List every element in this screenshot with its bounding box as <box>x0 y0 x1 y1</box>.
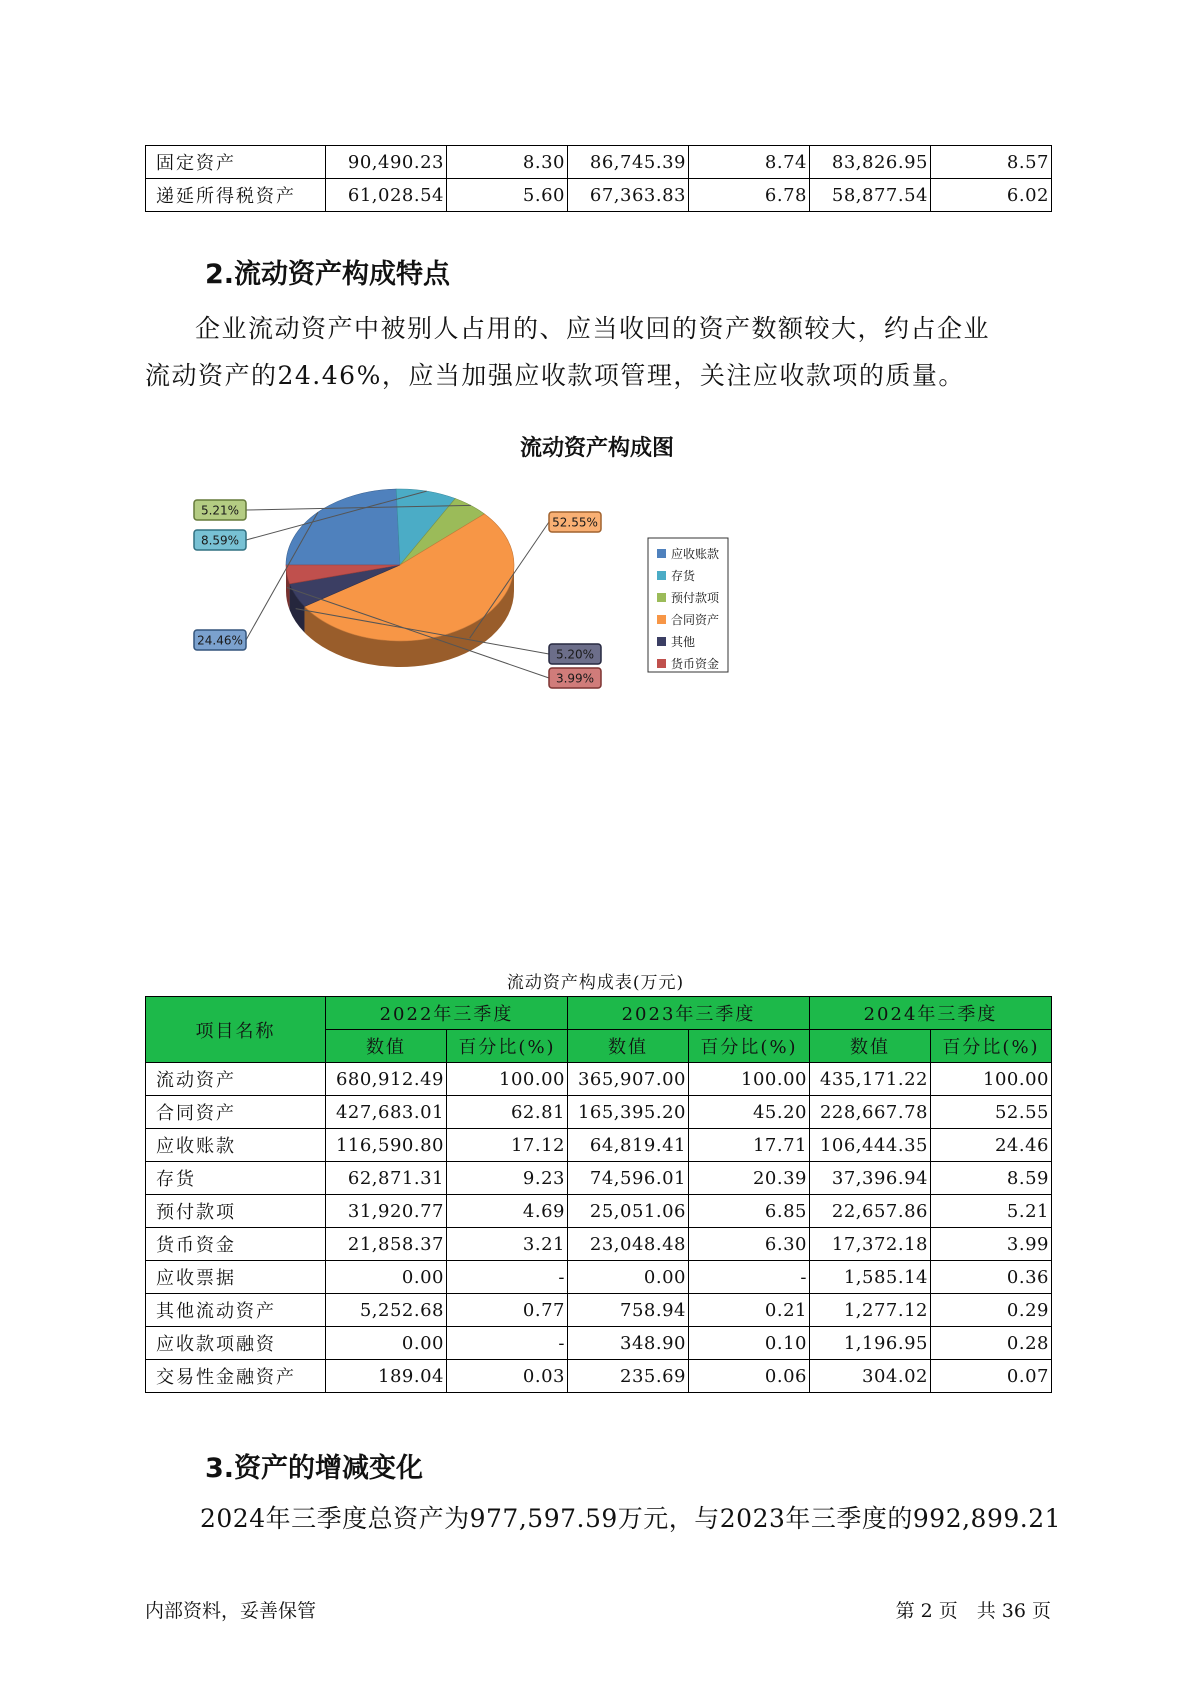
pie-slices <box>286 489 514 641</box>
section-3-heading: 3.资产的增减变化 <box>205 1453 424 1484</box>
legend-swatch-合同资产 <box>657 615 666 624</box>
cell-v2023: 86,745.39 <box>568 146 689 179</box>
cell-p2022: 9.23 <box>447 1162 568 1195</box>
cell-v2023: 235.69 <box>568 1360 689 1393</box>
cell-p2022: 0.03 <box>447 1360 568 1393</box>
table-row <box>146 1228 1052 1261</box>
legend-label-货币资金: 货币资金 <box>671 657 720 671</box>
cell-p2022: 62.81 <box>447 1096 568 1129</box>
header-pct-2024: 百分比(%) <box>931 1030 1052 1063</box>
header-value-2023: 数值 <box>568 1030 689 1063</box>
table-row <box>146 1129 1052 1162</box>
cell-p2023: 17.71 <box>689 1129 810 1162</box>
data-label-预付款项: 5.21% <box>200 503 240 518</box>
cell-v2023: 0.00 <box>568 1261 689 1294</box>
table-row <box>146 146 1052 179</box>
data-label-应收账款: 24.46% <box>197 633 243 648</box>
cell-v2024: 1,277.12 <box>810 1294 931 1327</box>
cell-p2023: 100.00 <box>689 1063 810 1096</box>
table-caption: 流动资产构成表(万元) <box>506 973 685 993</box>
cell-p2024: 24.46 <box>931 1129 1052 1162</box>
cell-v2024: 228,667.78 <box>810 1096 931 1129</box>
cell-v2024: 58,877.54 <box>810 179 931 212</box>
row-label: 交易性金融资产 <box>146 1360 326 1393</box>
table-row <box>146 1360 1052 1393</box>
legend-swatch-其他 <box>657 637 666 646</box>
row-label: 应收票据 <box>146 1261 326 1294</box>
section-2-paragraph-line-1: 企业流动资产中被别人占用的、应当收回的资产数额较大，约占企业 <box>195 314 991 343</box>
cell-p2022: - <box>447 1327 568 1360</box>
cell-v2022: 31,920.77 <box>326 1195 447 1228</box>
section-2-heading: 2.流动资产构成特点 <box>205 259 451 290</box>
cell-p2024: 0.29 <box>931 1294 1052 1327</box>
fixed-assets-table-body <box>146 146 1052 212</box>
table-row <box>146 179 1052 212</box>
cell-p2023: 0.06 <box>689 1360 810 1393</box>
header-value-2024: 数值 <box>810 1030 931 1063</box>
table-row <box>146 1327 1052 1360</box>
cell-v2023: 365,907.00 <box>568 1063 689 1096</box>
cell-v2022: 0.00 <box>326 1327 447 1360</box>
cell-p2022: 17.12 <box>447 1129 568 1162</box>
cell-v2024: 22,657.86 <box>810 1195 931 1228</box>
cell-p2023: 6.85 <box>689 1195 810 1228</box>
cell-p2022: 8.30 <box>447 146 568 179</box>
cell-v2024: 435,171.22 <box>810 1063 931 1096</box>
cell-v2022: 61,028.54 <box>326 179 447 212</box>
cell-v2024: 37,396.94 <box>810 1162 931 1195</box>
cell-v2023: 64,819.41 <box>568 1129 689 1162</box>
cell-v2022: 0.00 <box>326 1261 447 1294</box>
footer-page-number: 第 2 页 共 36 页 <box>895 1600 1051 1622</box>
header-year-2024: 2024年三季度 <box>810 997 1052 1030</box>
header-year-2022: 2022年三季度 <box>326 997 568 1030</box>
row-label: 递延所得税资产 <box>146 179 326 212</box>
section-2-paragraph-line-2: 流动资产的24.46%，应当加强应收款项管理，关注应收款项的质量。 <box>145 361 965 390</box>
cell-v2022: 189.04 <box>326 1360 447 1393</box>
header-pct-2023: 百分比(%) <box>689 1030 810 1063</box>
row-label: 应收款项融资 <box>146 1327 326 1360</box>
cell-v2024: 83,826.95 <box>810 146 931 179</box>
row-label: 应收账款 <box>146 1129 326 1162</box>
cell-p2022: 4.69 <box>447 1195 568 1228</box>
legend-label-存货: 存货 <box>671 569 696 583</box>
pie-slice-应收账款 <box>286 489 400 565</box>
header-year-2023: 2023年三季度 <box>568 997 810 1030</box>
header-pct-2022: 百分比(%) <box>447 1030 568 1063</box>
row-label: 流动资产 <box>146 1063 326 1096</box>
cell-p2024: 0.28 <box>931 1327 1052 1360</box>
current-assets-table-header <box>146 997 1052 1063</box>
cell-v2024: 1,585.14 <box>810 1261 931 1294</box>
cell-p2023: 6.78 <box>689 179 810 212</box>
row-label: 预付款项 <box>146 1195 326 1228</box>
cell-p2024: 3.99 <box>931 1228 1052 1261</box>
cell-p2024: 5.21 <box>931 1195 1052 1228</box>
cell-v2024: 106,444.35 <box>810 1129 931 1162</box>
chart-legend <box>648 538 728 672</box>
fixed-assets-table <box>145 145 1052 212</box>
cell-v2023: 23,048.48 <box>568 1228 689 1261</box>
cell-v2022: 427,683.01 <box>326 1096 447 1129</box>
table-row <box>146 1195 1052 1228</box>
cell-v2022: 90,490.23 <box>326 146 447 179</box>
header-value-2022: 数值 <box>326 1030 447 1063</box>
cell-v2022: 680,912.49 <box>326 1063 447 1096</box>
cell-v2022: 5,252.68 <box>326 1294 447 1327</box>
cell-p2024: 8.57 <box>931 146 1052 179</box>
cell-p2023: - <box>689 1261 810 1294</box>
data-label-合同资产: 52.55% <box>552 515 598 530</box>
cell-v2022: 116,590.80 <box>326 1129 447 1162</box>
header-item-name: 项目名称 <box>146 997 326 1063</box>
cell-p2023: 45.20 <box>689 1096 810 1129</box>
row-label: 固定资产 <box>146 146 326 179</box>
chart-title: 流动资产构成图 <box>519 436 675 461</box>
legend-label-预付款项: 预付款项 <box>671 591 720 605</box>
legend-label-应收账款: 应收账款 <box>671 547 720 561</box>
table-row <box>146 1294 1052 1327</box>
cell-v2023: 67,363.83 <box>568 179 689 212</box>
cell-p2022: - <box>447 1261 568 1294</box>
cell-v2023: 758.94 <box>568 1294 689 1327</box>
row-label: 存货 <box>146 1162 326 1195</box>
legend-swatch-存货 <box>657 571 666 580</box>
cell-p2023: 8.74 <box>689 146 810 179</box>
cell-v2023: 25,051.06 <box>568 1195 689 1228</box>
cell-p2024: 8.59 <box>931 1162 1052 1195</box>
row-label: 其他流动资产 <box>146 1294 326 1327</box>
cell-p2022: 0.77 <box>447 1294 568 1327</box>
cell-v2022: 62,871.31 <box>326 1162 447 1195</box>
data-label-货币资金: 3.99% <box>555 671 595 686</box>
table-row <box>146 1261 1052 1294</box>
cell-p2023: 0.21 <box>689 1294 810 1327</box>
cell-v2024: 304.02 <box>810 1360 931 1393</box>
cell-v2023: 348.90 <box>568 1327 689 1360</box>
legend-swatch-货币资金 <box>657 659 666 668</box>
cell-p2024: 0.36 <box>931 1261 1052 1294</box>
cell-p2024: 100.00 <box>931 1063 1052 1096</box>
section-3-paragraph-line-1: 2024年三季度总资产为977,597.59万元，与2023年三季度的992,899.21 <box>200 1504 1062 1533</box>
row-label: 合同资产 <box>146 1096 326 1129</box>
cell-p2024: 52.55 <box>931 1096 1052 1129</box>
data-label-其他: 5.20% <box>555 647 595 662</box>
cell-v2023: 74,596.01 <box>568 1162 689 1195</box>
cell-v2024: 1,196.95 <box>810 1327 931 1360</box>
table-row <box>146 1162 1052 1195</box>
cell-p2024: 6.02 <box>931 179 1052 212</box>
legend-label-其他: 其他 <box>671 635 696 649</box>
cell-p2023: 0.10 <box>689 1327 810 1360</box>
cell-v2022: 21,858.37 <box>326 1228 447 1261</box>
current-assets-table-body <box>146 1063 1052 1393</box>
current-assets-pie-chart <box>190 430 810 750</box>
cell-p2022: 5.60 <box>447 179 568 212</box>
cell-p2023: 20.39 <box>689 1162 810 1195</box>
cell-p2023: 6.30 <box>689 1228 810 1261</box>
data-label-存货: 8.59% <box>200 533 240 548</box>
footer-note: 内部资料，妥善保管 <box>145 1600 317 1622</box>
cell-v2024: 17,372.18 <box>810 1228 931 1261</box>
cell-p2022: 3.21 <box>447 1228 568 1261</box>
row-label: 货币资金 <box>146 1228 326 1261</box>
table-row <box>146 1096 1052 1129</box>
table-row <box>146 1063 1052 1096</box>
cell-p2024: 0.07 <box>931 1360 1052 1393</box>
legend-swatch-预付款项 <box>657 593 666 602</box>
cell-v2023: 165,395.20 <box>568 1096 689 1129</box>
legend-swatch-应收账款 <box>657 549 666 558</box>
legend-label-合同资产: 合同资产 <box>671 613 720 627</box>
current-assets-table <box>145 996 1052 1393</box>
cell-p2022: 100.00 <box>447 1063 568 1096</box>
